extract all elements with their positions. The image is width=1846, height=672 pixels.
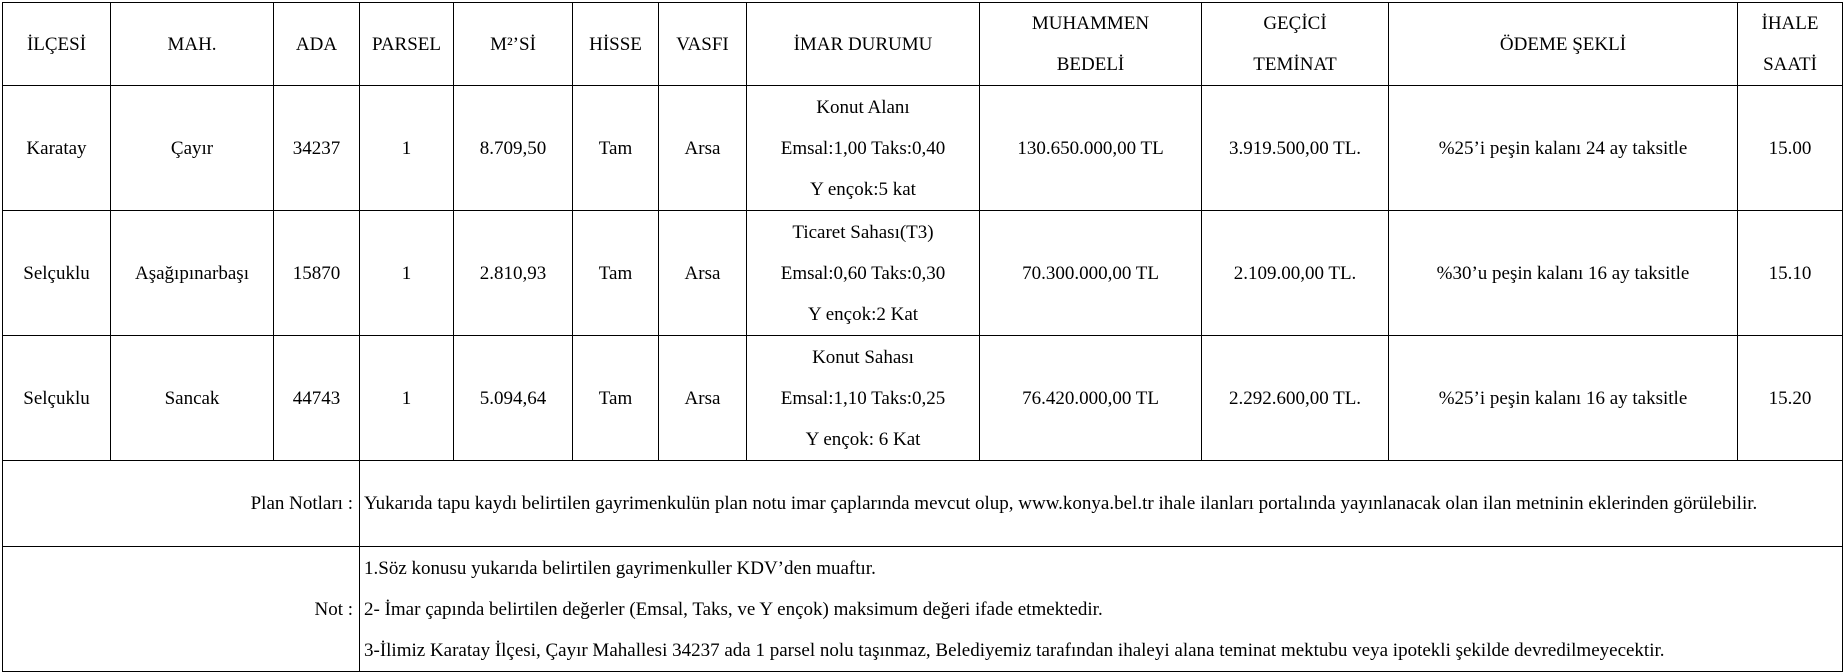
header-ada: ADA [274, 3, 360, 86]
imar-line3: Y ençok: 6 Kat [805, 428, 921, 450]
cell-hisse: Tam [573, 211, 659, 336]
header-parsel: PARSEL [360, 3, 454, 86]
imar-line1: Konut Alanı [816, 96, 910, 118]
cell-vasif: Arsa [659, 211, 747, 336]
cell-saat: 15.00 [1738, 86, 1843, 211]
cell-muhammen: 130.650.000,00 TL [980, 86, 1202, 211]
header-row [3, 3, 1843, 86]
header-ihale-line1: İHALE [1761, 13, 1819, 34]
cell-muhammen: 76.420.000,00 TL [980, 336, 1202, 461]
header-muhammen-line2: BEDELİ [1056, 54, 1125, 75]
imar-line2: Emsal:0,60 Taks:0,30 [780, 262, 946, 284]
cell-parsel: 1 [360, 211, 454, 336]
plan-notes-row [3, 461, 1843, 547]
plan-notes-label: Plan Notları : [3, 461, 360, 547]
cell-hisse: Tam [573, 86, 659, 211]
header-gecici-line2: TEMİNAT [1253, 54, 1337, 75]
note-line-3: 3-İlimiz Karatay İlçesi, Çayır Mahallesi 34237 ada 1 parsel nolu taşınmaz, Belediyemiz tarafından ihaleyi alana teminat mektubu veya ipotekli şekilde devredilmeyecektir. [364, 639, 1665, 661]
cell-odeme: %25’i peşin kalanı 16 ay taksitle [1389, 336, 1738, 461]
header-hisse: HİSSE [573, 3, 659, 86]
cell-teminat: 3.919.500,00 TL. [1202, 86, 1389, 211]
cell-ada: 34237 [274, 86, 360, 211]
cell-odeme: %30’u peşin kalanı 16 ay taksitle [1389, 211, 1738, 336]
cell-vasif: Arsa [659, 336, 747, 461]
cell-muhammen: 70.300.000,00 TL [980, 211, 1202, 336]
auction-table [2, 2, 1843, 672]
cell-parsel: 1 [360, 86, 454, 211]
cell-ada: 44743 [274, 336, 360, 461]
note-line-2: 2- İmar çapında belirtilen değerler (Emsal, Taks, ve Y ençok) maksimum değeri ifade etmektedir. [364, 598, 1103, 620]
cell-teminat: 2.109.00,00 TL. [1202, 211, 1389, 336]
cell-mah: Aşağıpınarbaşı [111, 211, 274, 336]
cell-ilce: Selçuklu [3, 336, 111, 461]
cell-m2: 2.810,93 [454, 211, 573, 336]
header-mah: MAH. [111, 3, 274, 86]
header-gecici [1202, 3, 1389, 86]
cell-m2: 8.709,50 [454, 86, 573, 211]
cell-mah: Sancak [111, 336, 274, 461]
table-row [3, 336, 1843, 461]
header-odeme: ÖDEME ŞEKLİ [1389, 3, 1738, 86]
plan-notes-text: Yukarıda tapu kaydı belirtilen gayrimenkulün plan notu imar çaplarında mevcut olup, www.konya.bel.tr ihale ilanları portalında yayınlanacak olan ilan metninin eklerinden görülebilir. [360, 461, 1843, 547]
cell-odeme: %25’i peşin kalanı 24 ay taksitle [1389, 86, 1738, 211]
table-row [3, 86, 1843, 211]
cell-teminat: 2.292.600,00 TL. [1202, 336, 1389, 461]
imar-line1: Ticaret Sahası(T3) [792, 221, 934, 243]
note-line-1: 1.Söz konusu yukarıda belirtilen gayrimenkuller KDV’den muaftır. [364, 557, 876, 579]
cell-saat: 15.20 [1738, 336, 1843, 461]
cell-imar [747, 211, 980, 336]
header-imar: İMAR DURUMU [747, 3, 980, 86]
cell-mah: Çayır [111, 86, 274, 211]
cell-saat: 15.10 [1738, 211, 1843, 336]
cell-hisse: Tam [573, 336, 659, 461]
notes-row [3, 547, 1843, 672]
cell-m2: 5.094,64 [454, 336, 573, 461]
cell-imar [747, 86, 980, 211]
header-muhammen-line1: MUHAMMEN [1031, 13, 1150, 34]
header-ihale [1738, 3, 1843, 86]
header-m2: M²’Sİ [454, 3, 573, 86]
cell-vasif: Arsa [659, 86, 747, 211]
header-ilcesi: İLÇESİ [3, 3, 111, 86]
imar-line1: Konut Sahası [812, 346, 914, 368]
cell-ilce: Selçuklu [3, 211, 111, 336]
cell-ilce: Karatay [3, 86, 111, 211]
header-gecici-line1: GEÇİCİ [1263, 13, 1327, 34]
header-ihale-line2: SAATİ [1763, 54, 1817, 75]
imar-line2: Emsal:1,10 Taks:0,25 [780, 387, 946, 409]
header-muhammen [980, 3, 1202, 86]
imar-line3: Y ençok:5 kat [810, 178, 916, 200]
notes-text [360, 547, 1843, 672]
cell-ada: 15870 [274, 211, 360, 336]
cell-imar [747, 336, 980, 461]
imar-line3: Y ençok:2 Kat [807, 303, 919, 325]
table-row [3, 211, 1843, 336]
cell-parsel: 1 [360, 336, 454, 461]
imar-line2: Emsal:1,00 Taks:0,40 [780, 137, 946, 159]
header-vasfi: VASFI [659, 3, 747, 86]
notes-label: Not : [3, 547, 360, 672]
